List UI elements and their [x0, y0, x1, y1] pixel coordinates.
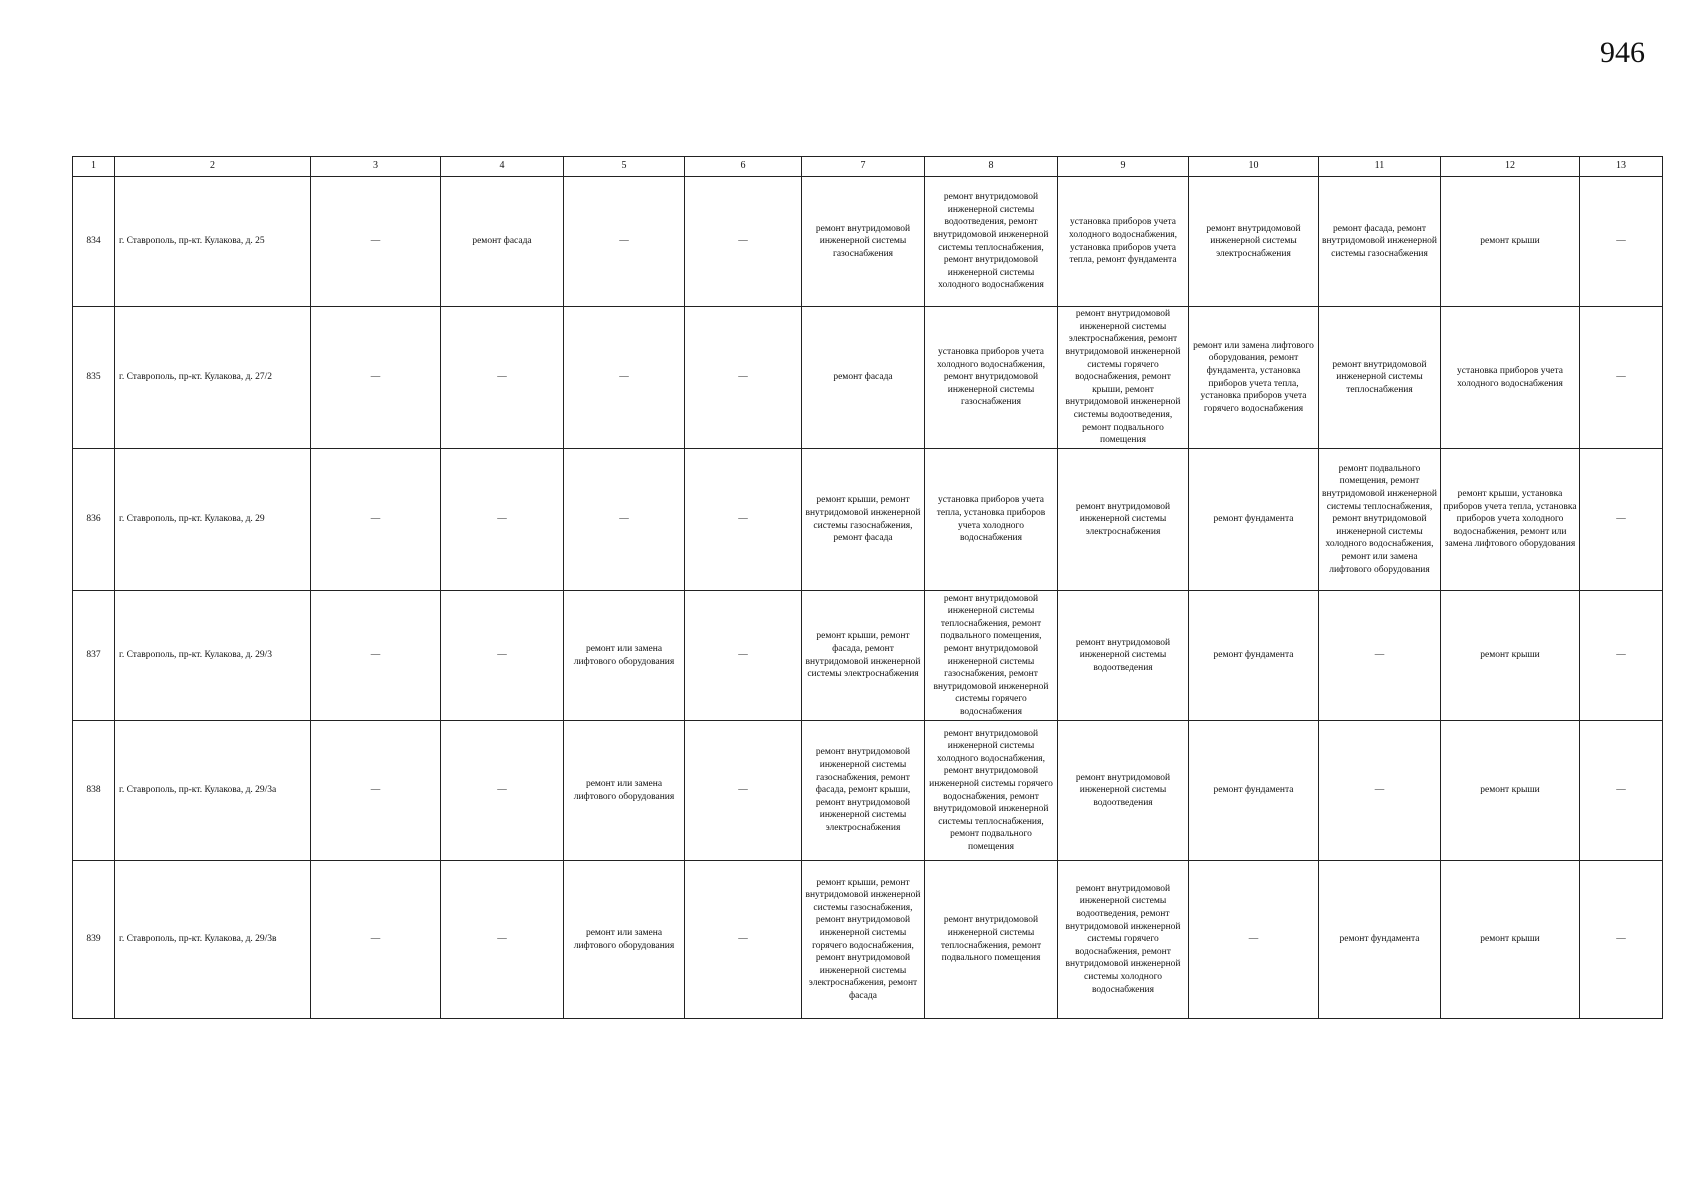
address-cell: г. Ставрополь, пр-кт. Кулакова, д. 29/3а [115, 721, 311, 861]
table-cell: ремонт крыши, ремонт внутридомовой инженерной системы газоснабжения, ремонт внутридомовой инженерной системы горячего водоснабжения, ремонт внутридомовой инженерной системы электроснабжения, ремонт фасада [802, 861, 925, 1019]
table-cell: ремонт или замена лифтового оборудования [564, 721, 685, 861]
table-cell: ремонт внутридомовой инженерной системы газоснабжения [802, 177, 925, 307]
table-cell: ремонт внутридомовой инженерной системы теплоснабжения [1319, 307, 1441, 449]
table-row [73, 721, 1663, 861]
empty-dash-cell: — [1319, 721, 1441, 861]
column-header-9: 9 [1058, 157, 1189, 177]
page-number: 946 [1600, 36, 1645, 69]
empty-dash-cell: — [311, 861, 441, 1019]
empty-dash-cell: — [311, 721, 441, 861]
column-header-2: 2 [115, 157, 311, 177]
empty-dash-cell: — [685, 307, 802, 449]
table-cell: ремонт крыши [1441, 591, 1580, 721]
row-number-cell: 836 [73, 449, 115, 591]
row-number-cell: 838 [73, 721, 115, 861]
table-row [73, 861, 1663, 1019]
empty-dash-cell: — [1580, 721, 1663, 861]
table-cell: ремонт внутридомовой инженерной системы водоотведения, ремонт внутридомовой инженерной системы теплоснабжения, ремонт внутридомовой инженерной системы холодного водоснабжения [925, 177, 1058, 307]
table-cell: ремонт внутридомовой инженерной системы водоотведения, ремонт внутридомовой инженерной системы горячего водоснабжения, ремонт внутридомовой инженерной системы холодного водоснабжения [1058, 861, 1189, 1019]
header-row [73, 157, 1663, 177]
empty-dash-cell: — [564, 449, 685, 591]
column-header-6: 6 [685, 157, 802, 177]
table-cell: ремонт фундамента [1319, 861, 1441, 1019]
empty-dash-cell: — [1580, 591, 1663, 721]
table-cell: ремонт крыши, установка приборов учета тепла, установка приборов учета холодного водоснабжения, ремонт или замена лифтового оборудования [1441, 449, 1580, 591]
empty-dash-cell: — [685, 721, 802, 861]
empty-dash-cell: — [1319, 591, 1441, 721]
empty-dash-cell: — [441, 721, 564, 861]
row-number-cell: 834 [73, 177, 115, 307]
table-cell: ремонт или замена лифтового оборудования [564, 591, 685, 721]
table-cell: ремонт внутридомовой инженерной системы электроснабжения [1189, 177, 1319, 307]
column-header-1: 1 [73, 157, 115, 177]
table-cell: ремонт крыши, ремонт фасада, ремонт внутридомовой инженерной системы электроснабжения [802, 591, 925, 721]
address-cell: г. Ставрополь, пр-кт. Кулакова, д. 29/3в [115, 861, 311, 1019]
column-header-7: 7 [802, 157, 925, 177]
empty-dash-cell: — [311, 307, 441, 449]
table-cell: ремонт внутридомовой инженерной системы электроснабжения [1058, 449, 1189, 591]
column-header-5: 5 [564, 157, 685, 177]
table-cell: установка приборов учета холодного водоснабжения, ремонт внутридомовой инженерной системы газоснабжения [925, 307, 1058, 449]
table-cell: ремонт фасада, ремонт внутридомовой инженерной системы газоснабжения [1319, 177, 1441, 307]
table-cell: установка приборов учета холодного водоснабжения [1441, 307, 1580, 449]
table-cell: ремонт или замена лифтового оборудования, ремонт фундамента, установка приборов учета тепла, установка приборов учета горячего водоснабжения [1189, 307, 1319, 449]
table-header [73, 157, 1663, 177]
table-cell: ремонт фундамента [1189, 591, 1319, 721]
table-cell: ремонт фасада [441, 177, 564, 307]
column-header-12: 12 [1441, 157, 1580, 177]
table-cell: ремонт фундамента [1189, 449, 1319, 591]
table-row [73, 591, 1663, 721]
empty-dash-cell: — [685, 177, 802, 307]
empty-dash-cell: — [564, 307, 685, 449]
table-cell: ремонт подвального помещения, ремонт внутридомовой инженерной системы теплоснабжения, ремонт внутридомовой инженерной системы холодного водоснабжения, ремонт или замена лифтового оборудования [1319, 449, 1441, 591]
empty-dash-cell: — [1580, 449, 1663, 591]
row-number-cell: 835 [73, 307, 115, 449]
address-cell: г. Ставрополь, пр-кт. Кулакова, д. 25 [115, 177, 311, 307]
repair-schedule-table [72, 156, 1663, 1019]
table-cell: ремонт внутридомовой инженерной системы теплоснабжения, ремонт подвального помещения [925, 861, 1058, 1019]
table-cell: ремонт крыши [1441, 721, 1580, 861]
empty-dash-cell: — [441, 861, 564, 1019]
empty-dash-cell: — [441, 449, 564, 591]
empty-dash-cell: — [1580, 177, 1663, 307]
table-row [73, 449, 1663, 591]
empty-dash-cell: — [311, 449, 441, 591]
table-cell: ремонт внутридомовой инженерной системы холодного водоснабжения, ремонт внутридомовой инженерной системы горячего водоснабжения, ремонт внутридомовой инженерной системы теплоснабжения, ремонт подвального помещения [925, 721, 1058, 861]
empty-dash-cell: — [685, 591, 802, 721]
table-cell: ремонт внутридомовой инженерной системы водоотведения [1058, 721, 1189, 861]
table-row [73, 177, 1663, 307]
table-cell: ремонт фундамента [1189, 721, 1319, 861]
column-header-4: 4 [441, 157, 564, 177]
empty-dash-cell: — [441, 307, 564, 449]
column-header-8: 8 [925, 157, 1058, 177]
empty-dash-cell: — [311, 177, 441, 307]
table-cell: установка приборов учета холодного водоснабжения, установка приборов учета тепла, ремонт фундамента [1058, 177, 1189, 307]
empty-dash-cell: — [1189, 861, 1319, 1019]
table-cell: установка приборов учета тепла, установка приборов учета холодного водоснабжения [925, 449, 1058, 591]
empty-dash-cell: — [311, 591, 441, 721]
address-cell: г. Ставрополь, пр-кт. Кулакова, д. 29 [115, 449, 311, 591]
table-cell: ремонт внутридомовой инженерной системы водоотведения [1058, 591, 1189, 721]
table-cell: ремонт крыши [1441, 861, 1580, 1019]
empty-dash-cell: — [685, 861, 802, 1019]
row-number-cell: 839 [73, 861, 115, 1019]
table-cell: ремонт внутридомовой инженерной системы газоснабжения, ремонт фасада, ремонт крыши, ремонт внутридомовой инженерной системы электроснабжения [802, 721, 925, 861]
empty-dash-cell: — [1580, 307, 1663, 449]
empty-dash-cell: — [685, 449, 802, 591]
table-body [73, 177, 1663, 1019]
table-row [73, 307, 1663, 449]
address-cell: г. Ставрополь, пр-кт. Кулакова, д. 29/3 [115, 591, 311, 721]
table-cell: ремонт внутридомовой инженерной системы теплоснабжения, ремонт подвального помещения, ремонт внутридомовой инженерной системы газоснабжения, ремонт внутридомовой инженерной системы горячего водоснабжения [925, 591, 1058, 721]
column-header-3: 3 [311, 157, 441, 177]
table-cell: ремонт фасада [802, 307, 925, 449]
address-cell: г. Ставрополь, пр-кт. Кулакова, д. 27/2 [115, 307, 311, 449]
column-header-11: 11 [1319, 157, 1441, 177]
table-cell: ремонт крыши, ремонт внутридомовой инженерной системы газоснабжения, ремонт фасада [802, 449, 925, 591]
empty-dash-cell: — [564, 177, 685, 307]
empty-dash-cell: — [1580, 861, 1663, 1019]
column-header-13: 13 [1580, 157, 1663, 177]
empty-dash-cell: — [441, 591, 564, 721]
table-cell: ремонт внутридомовой инженерной системы электроснабжения, ремонт внутридомовой инженерной системы горячего водоснабжения, ремонт крыши, ремонт внутридомовой инженерной системы водоотведения, ремонт подвального помещения [1058, 307, 1189, 449]
table-cell: ремонт или замена лифтового оборудования [564, 861, 685, 1019]
column-header-10: 10 [1189, 157, 1319, 177]
table-cell: ремонт крыши [1441, 177, 1580, 307]
row-number-cell: 837 [73, 591, 115, 721]
